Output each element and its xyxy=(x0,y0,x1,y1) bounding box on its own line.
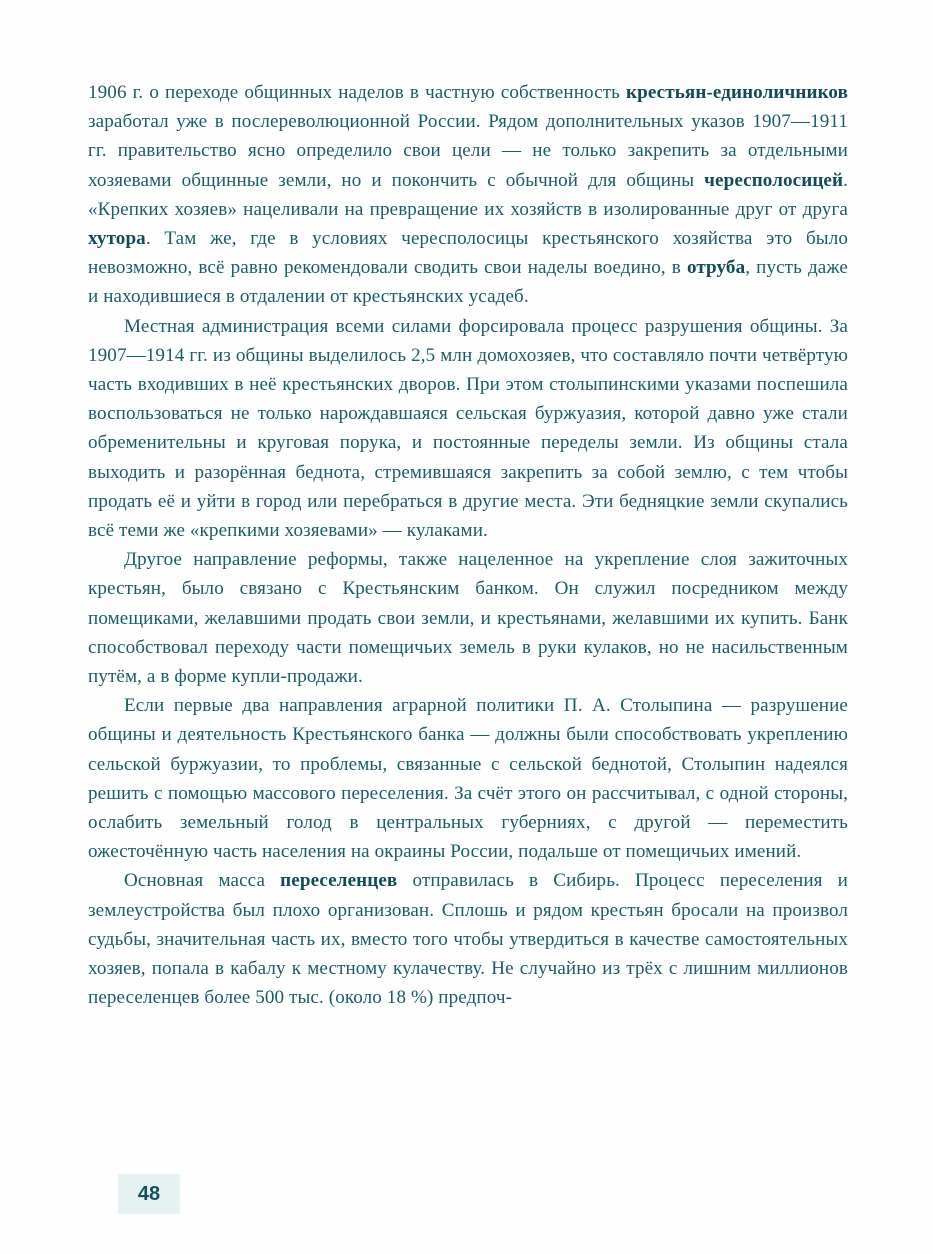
text-run: Другое направление реформы, также нацеленное на укрепление слоя зажиточных крестьян, было связано с Крестьянским банком. Он служил посредником между помещиками, желавшими продать свои земли, и крестьянами, желавшими их купить. Банк способствовал переходу части помещичьих земель в руки кулаков, но не насильственным путём, а в форме купли-продажи. xyxy=(88,549,848,688)
body-text-column xyxy=(88,78,848,1013)
emphasized-term: крестьян-единоличников xyxy=(626,82,848,103)
page-number-box xyxy=(118,1174,180,1214)
emphasized-term: переселенцев xyxy=(280,870,398,892)
text-run: отправилась в Сибирь. Процесс переселения и землеустройства был плохо организован. Сплошь и рядом крестьян бросали на произвол судьбы, значительная часть их, вместо того чтобы утвердиться в качестве самостоятельных хозяев, попала в кабалу к местному кулачеству. Не случайно из трёх с лишним миллионов переселенцев более 500 тыс. (около 18 %) предпоч- xyxy=(88,870,848,1009)
text-run: . Там же, где в условиях чересполосицы крестьянского хозяйства это было невозможно, всё равно рекомендовали сводить свои наделы воедино, в xyxy=(88,228,848,279)
paragraph xyxy=(88,691,848,866)
paragraph xyxy=(88,312,848,546)
emphasized-term: хутора xyxy=(88,228,146,250)
text-run: заработал уже в послереволюционной России. Рядом дополнительных указов 1907—1911 гг. правительство ясно определило свои цели — не только закрепить за отдельными хозяевами общинные земли, но и покончить с обычной для общины xyxy=(88,111,848,191)
page-footer xyxy=(88,1174,848,1216)
emphasized-term: чересполосицей xyxy=(704,169,844,191)
text-run: Местная администрация всеми силами форсировала процесс разрушения общины. За 1907—1914 гг. из общины выделилось 2,5 млн домохозяев, что составляло почти четвёртую часть входивших в неё крестьянских дворов. При этом столыпинскими указами поспешила воспользоваться не только нарождавшаяся сельская буржуазия, которой давно уже стали обременительны и круговая порука, и постоянные переделы земли. Из общины стала выходить и разорённая беднота, стремившаяся закрепить за собой землю, с тем чтобы продать её и уйти в город или перебраться в другие места. Эти бедняцкие земли скупались всё теми же «крепкими хозяевами» — кулаками. xyxy=(88,315,848,542)
paragraph xyxy=(88,78,848,312)
text-run: . «Крепких хозяев» нацеливали на превращение их хозяйств в изолированные друг от друга xyxy=(88,169,848,220)
text-run: Если первые два направления аграрной политики П. А. Столыпина — разрушение общины и деятельность Крестьянского банка — должны были способствовать укреплению сельской буржуазии, то проблемы, связанные с сельской беднотой, Столыпин надеялся решить с помощью массового переселения. За счёт этого он рассчитывал, с одной стороны, ослабить земельный голод в центральных губерниях, с другой — переместить ожесточённую часть населения на окраины России, подальше от помещичьих имений. xyxy=(88,695,848,863)
text-run: Основная масса xyxy=(124,870,281,892)
paragraph xyxy=(88,866,848,1012)
page-number: 48 xyxy=(137,1182,161,1205)
text-run: , пусть даже и находившиеся в отдалении от крестьянских усадеб. xyxy=(88,257,848,308)
text-run: 1906 г. о переходе общинных наделов в частную собственность xyxy=(88,82,627,103)
paragraph xyxy=(88,545,848,691)
emphasized-term: отруба xyxy=(686,257,746,279)
